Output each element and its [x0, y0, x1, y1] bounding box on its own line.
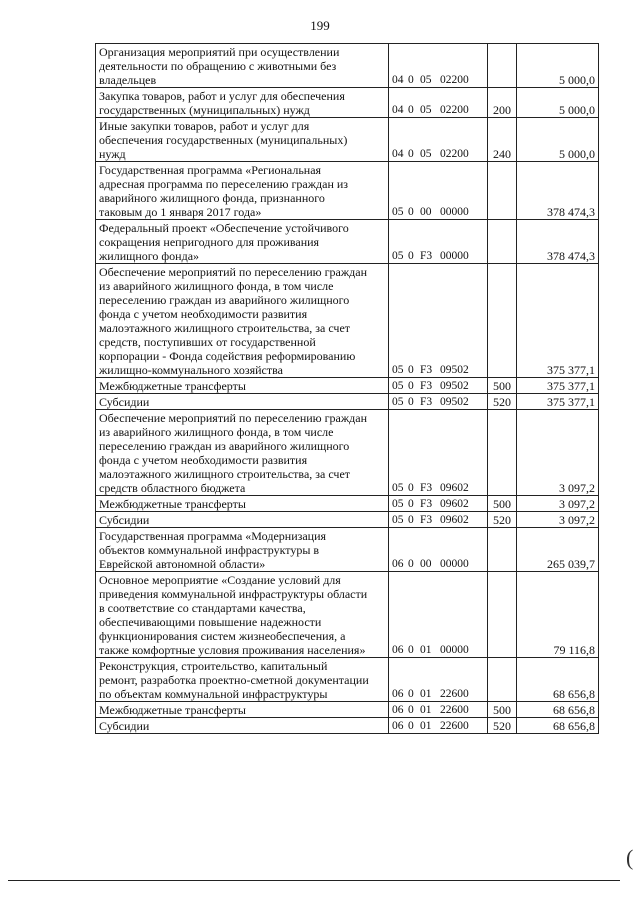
code-part: 09602 — [440, 482, 469, 494]
table-row — [96, 394, 599, 410]
table-row — [96, 118, 599, 162]
code-part: 09502 — [440, 396, 469, 408]
row-amount: 3 097,2 — [517, 496, 599, 512]
code-part: 00 — [420, 558, 432, 570]
row-code — [389, 718, 488, 734]
code-part: 05 — [392, 250, 404, 262]
row-code — [389, 88, 488, 118]
code-part: F3 — [420, 514, 433, 526]
row-name: Основное мероприятие «Создание условий для приведения коммунальной инфраструктуры области в соответствие со стандартами качества, обеспечивающими повышение надежности функционирования систем жизнеобеспечения, а также комфортные условия проживания населения» — [96, 572, 389, 658]
row-amount: 68 656,8 — [517, 718, 599, 734]
code-part: 05 — [392, 380, 404, 392]
row-expense-type — [488, 220, 517, 264]
row-expense-type: 500 — [488, 702, 517, 718]
code-part: 0 — [408, 704, 414, 716]
row-name: Государственная программа «Региональная адресная программа по переселению граждан из аварийного жилищного фонда, признанного таковым до 1 января 2017 года» — [96, 162, 389, 220]
code-part: 0 — [408, 206, 414, 218]
code-part: 0 — [408, 644, 414, 656]
code-part: 0 — [408, 250, 414, 262]
row-code — [389, 702, 488, 718]
budget-table-body — [96, 44, 599, 734]
table-row — [96, 658, 599, 702]
table-row — [96, 44, 599, 88]
row-code — [389, 378, 488, 394]
table-row — [96, 718, 599, 734]
table-row — [96, 572, 599, 658]
row-amount: 68 656,8 — [517, 702, 599, 718]
code-part: 01 — [420, 704, 432, 716]
code-part: 02200 — [440, 148, 469, 160]
row-name: Федеральный проект «Обеспечение устойчивого сокращения непригодного для проживания жилищного фонда» — [96, 220, 389, 264]
table-row — [96, 162, 599, 220]
row-name: Обеспечение мероприятий по переселению граждан из аварийного жилищного фонда, в том числе переселению граждан из аварийного жилищного фонда с учетом необходимости развития малоэтажного жилищного строительства, за счет средств, поступивших от государственной корпорации - Фонда содействия реформированию жилищно-коммунального хозяйства — [96, 264, 389, 378]
code-part: F3 — [420, 396, 433, 408]
code-part: 01 — [420, 688, 432, 700]
row-code — [389, 44, 488, 88]
row-amount: 5 000,0 — [517, 88, 599, 118]
code-part: 05 — [392, 514, 404, 526]
row-amount: 68 656,8 — [517, 658, 599, 702]
code-part: 06 — [392, 558, 404, 570]
code-part: 0 — [408, 558, 414, 570]
code-part: 00 — [420, 206, 432, 218]
row-expense-type — [488, 162, 517, 220]
page-number: 199 — [310, 18, 330, 33]
row-code — [389, 496, 488, 512]
footer-rule — [8, 880, 620, 881]
table-row — [96, 264, 599, 378]
code-part: 04 — [392, 104, 404, 116]
table-row — [96, 496, 599, 512]
row-expense-type — [488, 572, 517, 658]
row-amount: 375 377,1 — [517, 264, 599, 378]
row-name: Государственная программа «Модернизация объектов коммунальной инфраструктуры в Еврейской автономной области» — [96, 528, 389, 572]
row-expense-type: 240 — [488, 118, 517, 162]
code-part: 0 — [408, 380, 414, 392]
code-part: 00000 — [440, 206, 469, 218]
table-row — [96, 410, 599, 496]
code-part: 04 — [392, 148, 404, 160]
table-row — [96, 702, 599, 718]
row-amount: 5 000,0 — [517, 44, 599, 88]
row-name: Межбюджетные трансферты — [96, 702, 389, 718]
row-name: Межбюджетные трансферты — [96, 378, 389, 394]
code-part: 09602 — [440, 514, 469, 526]
code-part: 22600 — [440, 720, 469, 732]
row-expense-type — [488, 44, 517, 88]
row-expense-type — [488, 264, 517, 378]
code-part: 05 — [392, 206, 404, 218]
code-part: 01 — [420, 644, 432, 656]
row-name: Межбюджетные трансферты — [96, 496, 389, 512]
row-amount: 5 000,0 — [517, 118, 599, 162]
row-code — [389, 394, 488, 410]
code-part: 04 — [392, 74, 404, 86]
row-code — [389, 162, 488, 220]
row-code — [389, 658, 488, 702]
code-part: 06 — [392, 688, 404, 700]
code-part: 00000 — [440, 558, 469, 570]
row-name: Реконструкция, строительство, капитальный ремонт, разработка проектно-сметной документации по объектам коммунальной инфраструктуры — [96, 658, 389, 702]
row-name: Обеспечение мероприятий по переселению граждан из аварийного жилищного фонда, в том числе переселению граждан из аварийного жилищного фонда с учетом необходимости развития малоэтажного жилищного строительства, за счет средств областного бюджета — [96, 410, 389, 496]
code-part: 01 — [420, 720, 432, 732]
row-name: Организация мероприятий при осуществлении деятельности по обращению с животными без владельцев — [96, 44, 389, 88]
row-amount: 378 474,3 — [517, 220, 599, 264]
code-part: F3 — [420, 380, 433, 392]
code-part: 0 — [408, 148, 414, 160]
row-expense-type — [488, 528, 517, 572]
code-part: 0 — [408, 396, 414, 408]
code-part: 06 — [392, 644, 404, 656]
table-row — [96, 512, 599, 528]
row-name: Субсидии — [96, 718, 389, 734]
row-code — [389, 264, 488, 378]
code-part: 0 — [408, 720, 414, 732]
code-part: F3 — [420, 498, 433, 510]
row-name: Иные закупки товаров, работ и услуг для обеспечения государственных (муниципальных) нужд — [96, 118, 389, 162]
scan-edge-mark: ( — [626, 845, 634, 870]
code-part: F3 — [420, 250, 433, 262]
row-amount: 375 377,1 — [517, 378, 599, 394]
row-code — [389, 528, 488, 572]
row-expense-type — [488, 410, 517, 496]
code-part: 00000 — [440, 250, 469, 262]
row-name: Закупка товаров, работ и услуг для обеспечения государственных (муниципальных) нужд — [96, 88, 389, 118]
code-part: 22600 — [440, 704, 469, 716]
code-part: 09502 — [440, 380, 469, 392]
row-amount: 3 097,2 — [517, 410, 599, 496]
code-part: 0 — [408, 514, 414, 526]
row-code — [389, 572, 488, 658]
code-part: 0 — [408, 104, 414, 116]
code-part: 0 — [408, 482, 414, 494]
table-row — [96, 220, 599, 264]
row-expense-type: 500 — [488, 378, 517, 394]
code-part: 0 — [408, 364, 414, 376]
row-expense-type: 500 — [488, 496, 517, 512]
row-amount: 3 097,2 — [517, 512, 599, 528]
row-expense-type: 200 — [488, 88, 517, 118]
code-part: 02200 — [440, 104, 469, 116]
code-part: F3 — [420, 364, 433, 376]
table-row — [96, 528, 599, 572]
table-row — [96, 378, 599, 394]
code-part: 09602 — [440, 498, 469, 510]
budget-table — [95, 43, 599, 734]
row-amount: 79 116,8 — [517, 572, 599, 658]
code-part: 05 — [420, 104, 432, 116]
code-part: 0 — [408, 74, 414, 86]
row-amount: 265 039,7 — [517, 528, 599, 572]
code-part: 06 — [392, 720, 404, 732]
row-expense-type: 520 — [488, 718, 517, 734]
row-expense-type: 520 — [488, 512, 517, 528]
table-row — [96, 88, 599, 118]
code-part: 05 — [420, 148, 432, 160]
row-expense-type: 520 — [488, 394, 517, 410]
row-expense-type — [488, 658, 517, 702]
code-part: 06 — [392, 704, 404, 716]
row-code — [389, 220, 488, 264]
code-part: 05 — [392, 396, 404, 408]
code-part: 05 — [392, 498, 404, 510]
row-code — [389, 512, 488, 528]
code-part: 05 — [392, 364, 404, 376]
code-part: F3 — [420, 482, 433, 494]
code-part: 22600 — [440, 688, 469, 700]
code-part: 02200 — [440, 74, 469, 86]
row-amount: 375 377,1 — [517, 394, 599, 410]
code-part: 0 — [408, 498, 414, 510]
code-part: 09502 — [440, 364, 469, 376]
code-part: 05 — [392, 482, 404, 494]
row-name: Субсидии — [96, 394, 389, 410]
row-code — [389, 118, 488, 162]
code-part: 05 — [420, 74, 432, 86]
row-name: Субсидии — [96, 512, 389, 528]
code-part: 00000 — [440, 644, 469, 656]
row-amount: 378 474,3 — [517, 162, 599, 220]
row-code — [389, 410, 488, 496]
code-part: 0 — [408, 688, 414, 700]
